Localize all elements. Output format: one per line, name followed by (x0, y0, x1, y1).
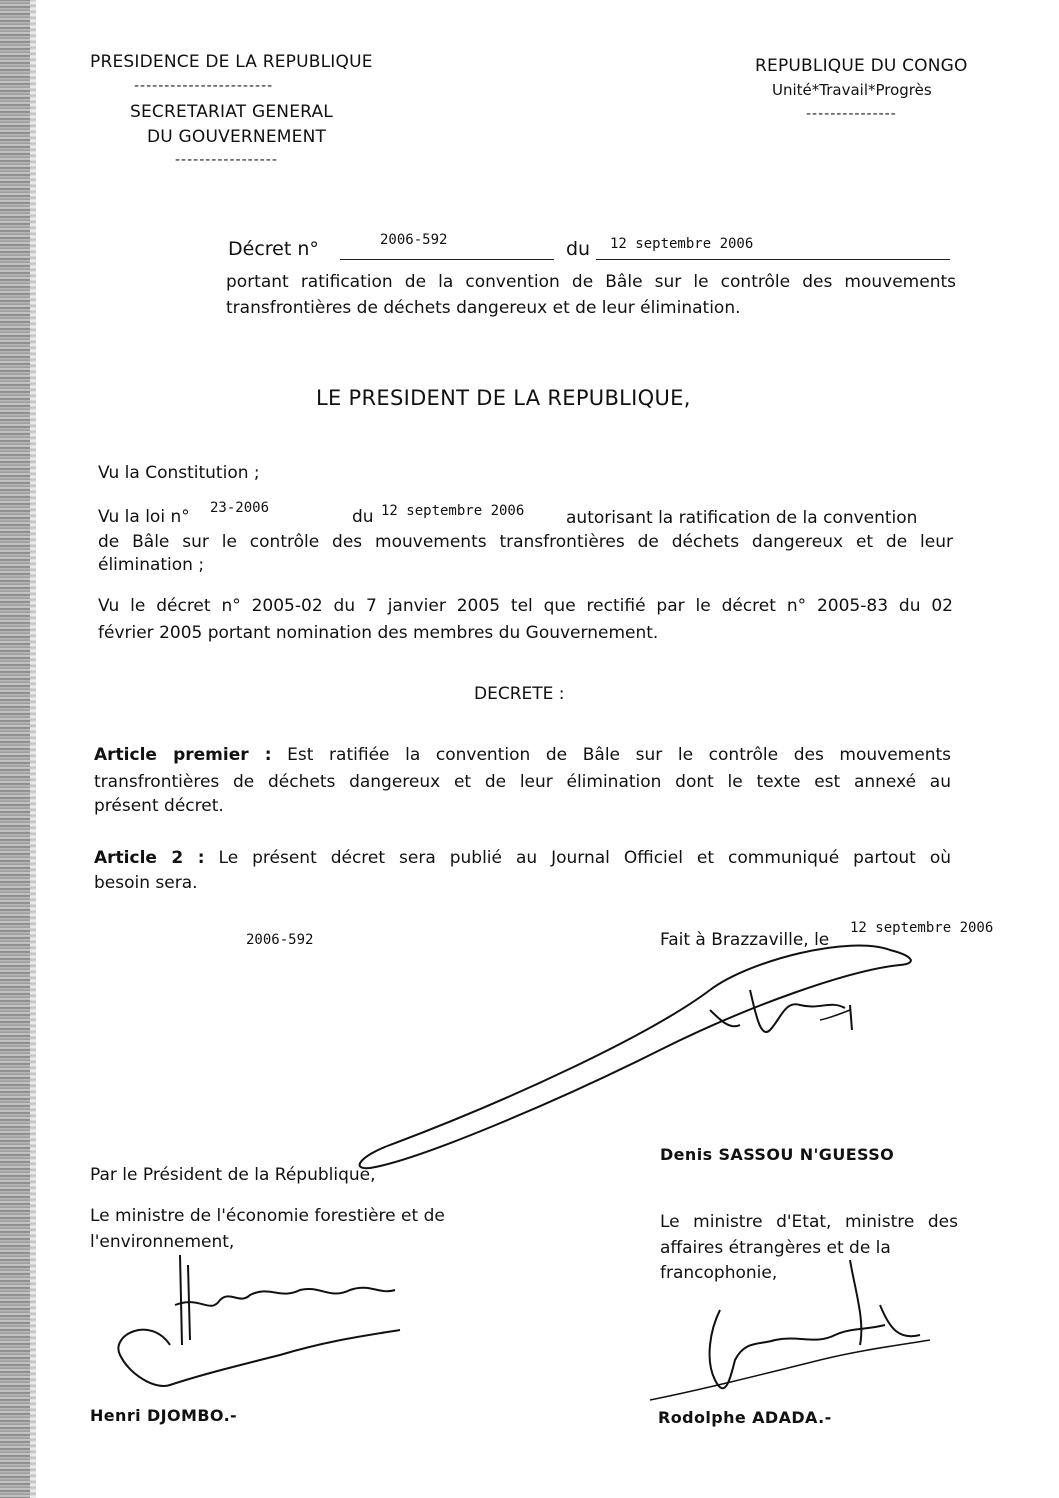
article-2-line-1: Article 2 : Le présent décret sera publié au Journal Officiel et communiqué partout où (94, 848, 951, 868)
header-secretariat: SECRETARIAT GENERAL (130, 102, 333, 122)
article-2-line-2: besoin sera. (94, 873, 198, 893)
countersign-right-line-1: Le ministre d'Etat, ministre des (660, 1212, 958, 1232)
article-1-line-3: présent décret. (94, 796, 224, 816)
article-1-line-2: transfrontières de déchets dangereux et de leur élimination dont le texte est annexé au (94, 772, 951, 792)
countersign-left-line-3: l'environnement, (90, 1232, 235, 1252)
countersign-right-line-2: affaires étrangères et de la (660, 1238, 891, 1258)
header-left-dash-1: ----------------------- (134, 78, 274, 94)
place-date-text: Fait à Brazzaville, le (660, 930, 830, 950)
place-date: 12 septembre 2006 (850, 920, 994, 936)
visa-loi-line-2: de Bâle sur le contrôle des mouvements transfrontières de déchets dangereux et de leur (98, 532, 953, 552)
countersign-right-name: Rodolphe ADADA.- (658, 1408, 832, 1427)
visa-loi-line-3: élimination ; (98, 555, 205, 575)
decree-du: du (566, 238, 591, 260)
header-country: REPUBLIQUE DU CONGO (755, 56, 968, 76)
scan-binding-shadow (30, 0, 36, 1498)
minister-adada-signature (640, 1250, 940, 1420)
decree-label: Décret n° (228, 238, 319, 260)
president-name: Denis SASSOU N'GUESSO (660, 1145, 895, 1164)
header-motto: Unité*Travail*Progrès (772, 81, 932, 99)
decree-subject-line-1: portant ratification de la convention de Bâle sur le contrôle des mouvements (226, 272, 956, 292)
visa-loi-number: 23-2006 (210, 500, 270, 516)
visa-decret-line-2: février 2005 portant nomination des membres du Gouvernement. (98, 623, 659, 643)
visa-decret-line-1: Vu le décret n° 2005-02 du 7 janvier 2005 tel que rectifié par le décret n° 2005-83 du 02 (98, 596, 953, 616)
visa-loi-text: autorisant la ratification de la convention (566, 508, 918, 528)
header-left-dash-2: ----------------- (175, 152, 278, 168)
decree-number-line (340, 259, 554, 260)
stamp-number: 2006-592 (246, 932, 314, 948)
countersign-left-line-2: Le ministre de l'économie forestière et de (90, 1206, 445, 1226)
visa-constitution: Vu la Constitution ; (98, 463, 260, 483)
scan-binding-edge (0, 0, 30, 1498)
countersign-left-line-1: Par le Président de la République, (90, 1165, 376, 1185)
article-2-label: Article 2 : (94, 848, 205, 868)
visa-loi-du: du (352, 507, 374, 527)
countersign-left-name: Henri DJOMBO.- (90, 1406, 238, 1425)
president-title: LE PRESIDENT DE LA REPUBLIQUE, (316, 386, 691, 410)
countersign-right-line-3: francophonie, (660, 1263, 778, 1283)
visa-loi-date: 12 septembre 2006 (381, 503, 525, 519)
header-presidence: PRESIDENCE DE LA REPUBLIQUE (90, 52, 373, 72)
decree-date: 12 septembre 2006 (610, 236, 754, 252)
decree-subject-line-2: transfrontières de déchets dangereux et de leur élimination. (226, 298, 741, 318)
header-gouvernement: DU GOUVERNEMENT (147, 127, 327, 147)
decree-number: 2006-592 (380, 232, 448, 248)
minister-djombo-signature (110, 1245, 430, 1405)
decree-date-line (596, 259, 950, 260)
visa-loi-label: Vu la loi n° (98, 507, 190, 527)
article-1-line-1: Article premier : Est ratifiée la convention de Bâle sur le contrôle des mouvements (94, 745, 951, 765)
decrete-heading: DECRETE : (474, 684, 565, 704)
article-1-label: Article premier : (94, 745, 272, 765)
header-right-dash: --------------- (806, 106, 897, 122)
